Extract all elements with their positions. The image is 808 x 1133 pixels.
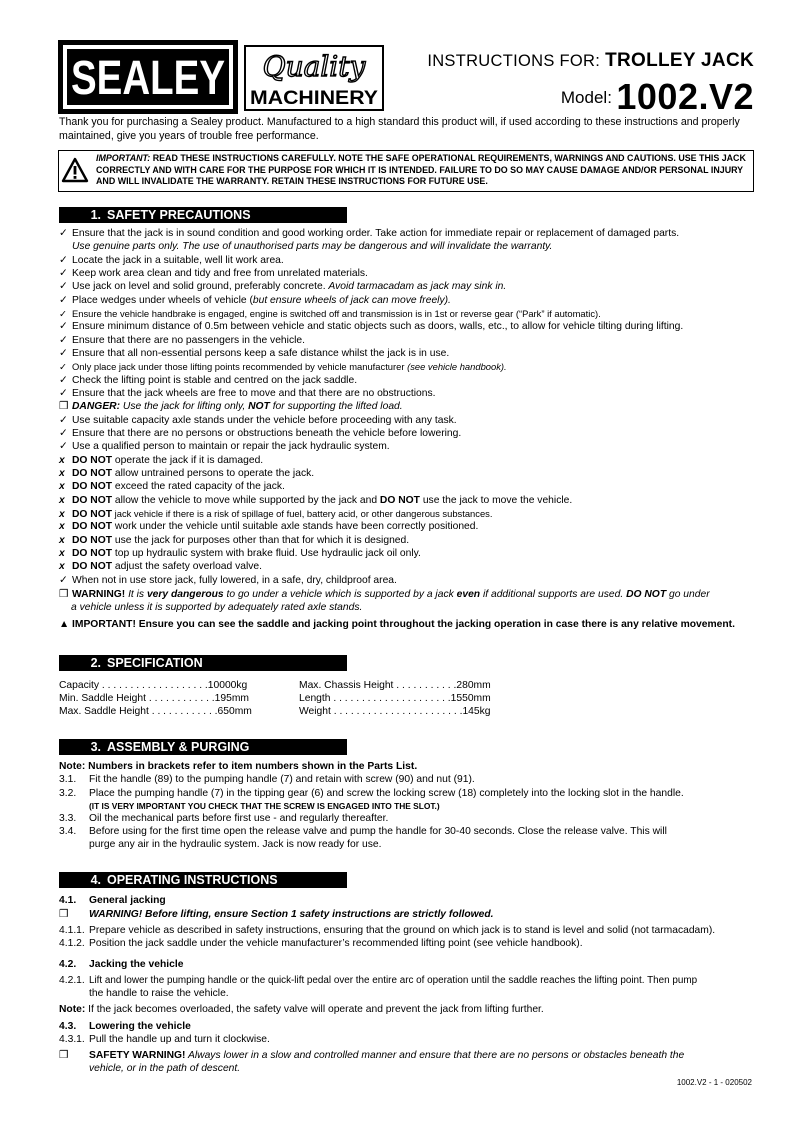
list-item: Use genuine parts only. The use of unauthorised parts may be dangerous and will invalidate the warranty. (72, 241, 553, 252)
badge-bottom: MACHINERY (250, 88, 379, 109)
quality-machinery-badge (244, 44, 384, 112)
list-item: ✓ Ensure that the jack wheels are free to move and that there are no obstructions. (59, 388, 436, 399)
list-item: 4.1.2. Position the jack saddle under the vehicle manufacturer’s recommended lifting point (see vehicle handbook). (59, 938, 583, 949)
list-item-cont: purge any air in the hydraulic system. Jack is now ready for use. (89, 839, 382, 850)
list-item: ✓ Check the lifting point is stable and centred on the jack saddle. (59, 375, 358, 386)
warning-triangle-icon (62, 158, 88, 182)
list-item: ✓ Ensure that the jack is in sound condition and good working order. Take action for immediate repair or replacement of damaged parts. (59, 228, 680, 239)
subheading: 4.1. General jacking (59, 895, 166, 906)
assembly-note: Note: Numbers in brackets refer to item numbers shown in the Parts List. (59, 761, 418, 772)
intro-text: Thank you for purchasing a Sealey product. Manufactured to a high standard this product will, if used according to these instructions and properly maintained, give you years of trouble free performance. (59, 116, 740, 142)
section-header-safety: 1. SAFETY PRECAUTIONS (59, 207, 347, 223)
list-item: ✓ Ensure minimum distance of 0.5m between vehicle and static objects such as doors, walls, etc., to allow for vehicle tilting during lifting. (59, 321, 684, 332)
list-item: ✓ Use suitable capacity axle stands under the vehicle before proceeding with any task. (59, 415, 457, 426)
subheading: 4.3. Lowering the vehicle (59, 1021, 191, 1032)
list-item-cont: (IT IS VERY IMPORTANT YOU CHECK THAT THE SCREW IS ENGAGED INTO THE SLOT.) (89, 801, 440, 811)
list-item: 3.2. Place the pumping handle (7) in the tipping gear (6) and screw the locking screw (18) completely into the locking slot in the handle. (59, 788, 684, 799)
warning-item: ❒ WARNING! Before lifting, ensure Section 1 safety instructions are strictly followed. (59, 909, 494, 920)
note-line: Note: If the jack becomes overloaded, the safety valve will operate and prevent the jack from lifting further. (59, 1004, 544, 1015)
list-item-cont: the handle to raise the vehicle. (89, 988, 229, 999)
safety-warning: ❒ SAFETY WARNING! Always lower in a slow and controlled manner and ensure that there are no persons or obstacles beneath the (59, 1050, 685, 1061)
list-item: x DO NOT operate the jack if it is damaged. (59, 455, 264, 466)
list-item: x DO NOT work under the vehicle until suitable axle stands have been correctly positioned. (59, 521, 479, 532)
list-item: 3.3. Oil the mechanical parts before first use - and regularly thereafter. (59, 813, 389, 824)
list-item: ✓ When not in use store jack, fully lowered, in a safe, dry, childproof area. (59, 575, 397, 586)
list-item: 3.1. Fit the handle (89) to the pumping handle (7) and retain with screw (90) and nut (91). (59, 774, 475, 785)
list-item: x DO NOT exceed the rated capacity of the jack. (59, 481, 285, 492)
list-item: ✓ Place wedges under wheels of vehicle (but ensure wheels of jack can move freely). (59, 295, 451, 306)
section-header-specification: 2. SPECIFICATION (59, 655, 347, 671)
list-item: x DO NOT top up hydraulic system with brake fluid. Use hydraulic jack oil only. (59, 548, 421, 559)
important-line: ▲ IMPORTANT! Ensure you can see the saddle and jacking point throughout the jacking operation in case there is any relative movement. (59, 619, 735, 630)
list-item: 4.1.1. Prepare vehicle as described in safety instructions, ensuring that the ground on which jack is to stand is level and solid (not tarmacadam). (59, 925, 716, 936)
important-text: IMPORTANT: READ THESE INSTRUCTIONS CAREFULLY. NOTE THE SAFE OPERATIONAL REQUIREMENTS, WARNINGS AND CAUTIONS. USE THIS JACK CORRECTLY AND WITH CARE FOR THE PURPOSE FOR WHICH IT IS INTENDED. FAILURE TO DO SO MAY CAUSE DAMAGE AND/OR PERSONAL INJURY AND WILL INVALIDATE THE WARRANTY. RETAIN THESE INSTRUCTIONS FOR FUTURE USE. (96, 153, 746, 187)
subheading: 4.2. Jacking the vehicle (59, 959, 184, 970)
list-item: ✓ Ensure that all non-essential persons keep a safe distance whilst the jack is in use. (59, 348, 450, 359)
list-item: x DO NOT use the jack for purposes other than that for which it is designed. (59, 535, 410, 546)
model-line: Model: 1002.V2 (560, 76, 754, 117)
model-number: 1002.V2 (616, 76, 754, 117)
spec-max-saddle: Max. Saddle Height . . . . . . . . . . . .650mm (59, 706, 252, 717)
list-item: x DO NOT jack vehicle if there is a risk of spillage of fuel, battery acid, or other dangerous substances. (59, 508, 493, 520)
list-item: x DO NOT allow untrained persons to operate the jack. (59, 468, 315, 479)
spec-length: Length . . . . . . . . . . . . . . . . . . . . .1550mm (299, 693, 491, 704)
document-title: INSTRUCTIONS FOR: TROLLEY JACK (427, 50, 754, 71)
spec-weight: Weight . . . . . . . . . . . . . . . . . . . . . . .145kg (299, 706, 491, 717)
list-item: ✓ Only place jack under those lifting points recommended by vehicle manufacturer (see vehicle handbook). (59, 361, 507, 372)
spec-capacity: Capacity . . . . . . . . . . . . . . . . . . .10000kg (59, 680, 248, 691)
warning-item: ❒ WARNING! It is very dangerous to go under a vehicle which is supported by a jack even if additional supports are used. DO NOT go under (59, 589, 710, 600)
list-item: ✓ Use jack on level and solid ground, preferably concrete. Avoid tarmacadam as jack may sink in. (59, 281, 507, 292)
list-item: 3.4. Before using for the first time open the release valve and pump the handle for 30-40 seconds. Close the release valve. This will (59, 826, 667, 837)
list-item: x DO NOT adjust the safety overload valve. (59, 561, 263, 572)
sealey-logo (58, 40, 238, 114)
list-item: ✓ Ensure that there are no passengers in the vehicle. (59, 335, 305, 346)
list-item: ✓ Keep work area clean and tidy and free from unrelated materials. (59, 268, 368, 279)
list-item: x DO NOT allow the vehicle to move while supported by the jack and DO NOT use the jack to move the vehicle. (59, 495, 573, 506)
page-footer: 1002.V2 - 1 - 020502 (676, 1078, 752, 1087)
spec-min-saddle: Min. Saddle Height . . . . . . . . . . . .195mm (59, 693, 249, 704)
list-item: ✓ Ensure the vehicle handbrake is engaged, engine is switched off and transmission is in 1st or reverse gear (“Park” if automatic). (59, 308, 601, 319)
list-item: ✓ Ensure that there are no persons or obstructions beneath the vehicle before lowering. (59, 428, 462, 439)
spec-chassis: Max. Chassis Height . . . . . . . . . . .280mm (299, 680, 491, 691)
list-item: ✓ Locate the jack in a suitable, well lit work area. (59, 255, 284, 266)
safety-warning-cont: vehicle, or in the path of descent. (89, 1063, 241, 1074)
badge-top: Quality (262, 50, 366, 83)
list-item: ❒ DANGER: Use the jack for lifting only, NOT for supporting the lifted load. (59, 401, 403, 412)
list-item: 4.2.1. Lift and lower the pumping handle or the quick-lift pedal over the entire arc of operation until the saddle reaches the lifting point. Then pump (59, 975, 698, 986)
section-header-operating: 4. OPERATING INSTRUCTIONS (59, 872, 347, 888)
brand-text: SEALEY (71, 52, 225, 105)
list-item: 4.3.1. Pull the handle up and turn it clockwise. (59, 1034, 270, 1045)
warning-item-cont: a vehicle unless it is supported by adequately rated axle stands. (71, 602, 363, 613)
list-item: ✓ Use a qualified person to maintain or repair the jack hydraulic system. (59, 441, 390, 452)
section-header-assembly: 3. ASSEMBLY & PURGING (59, 739, 347, 755)
